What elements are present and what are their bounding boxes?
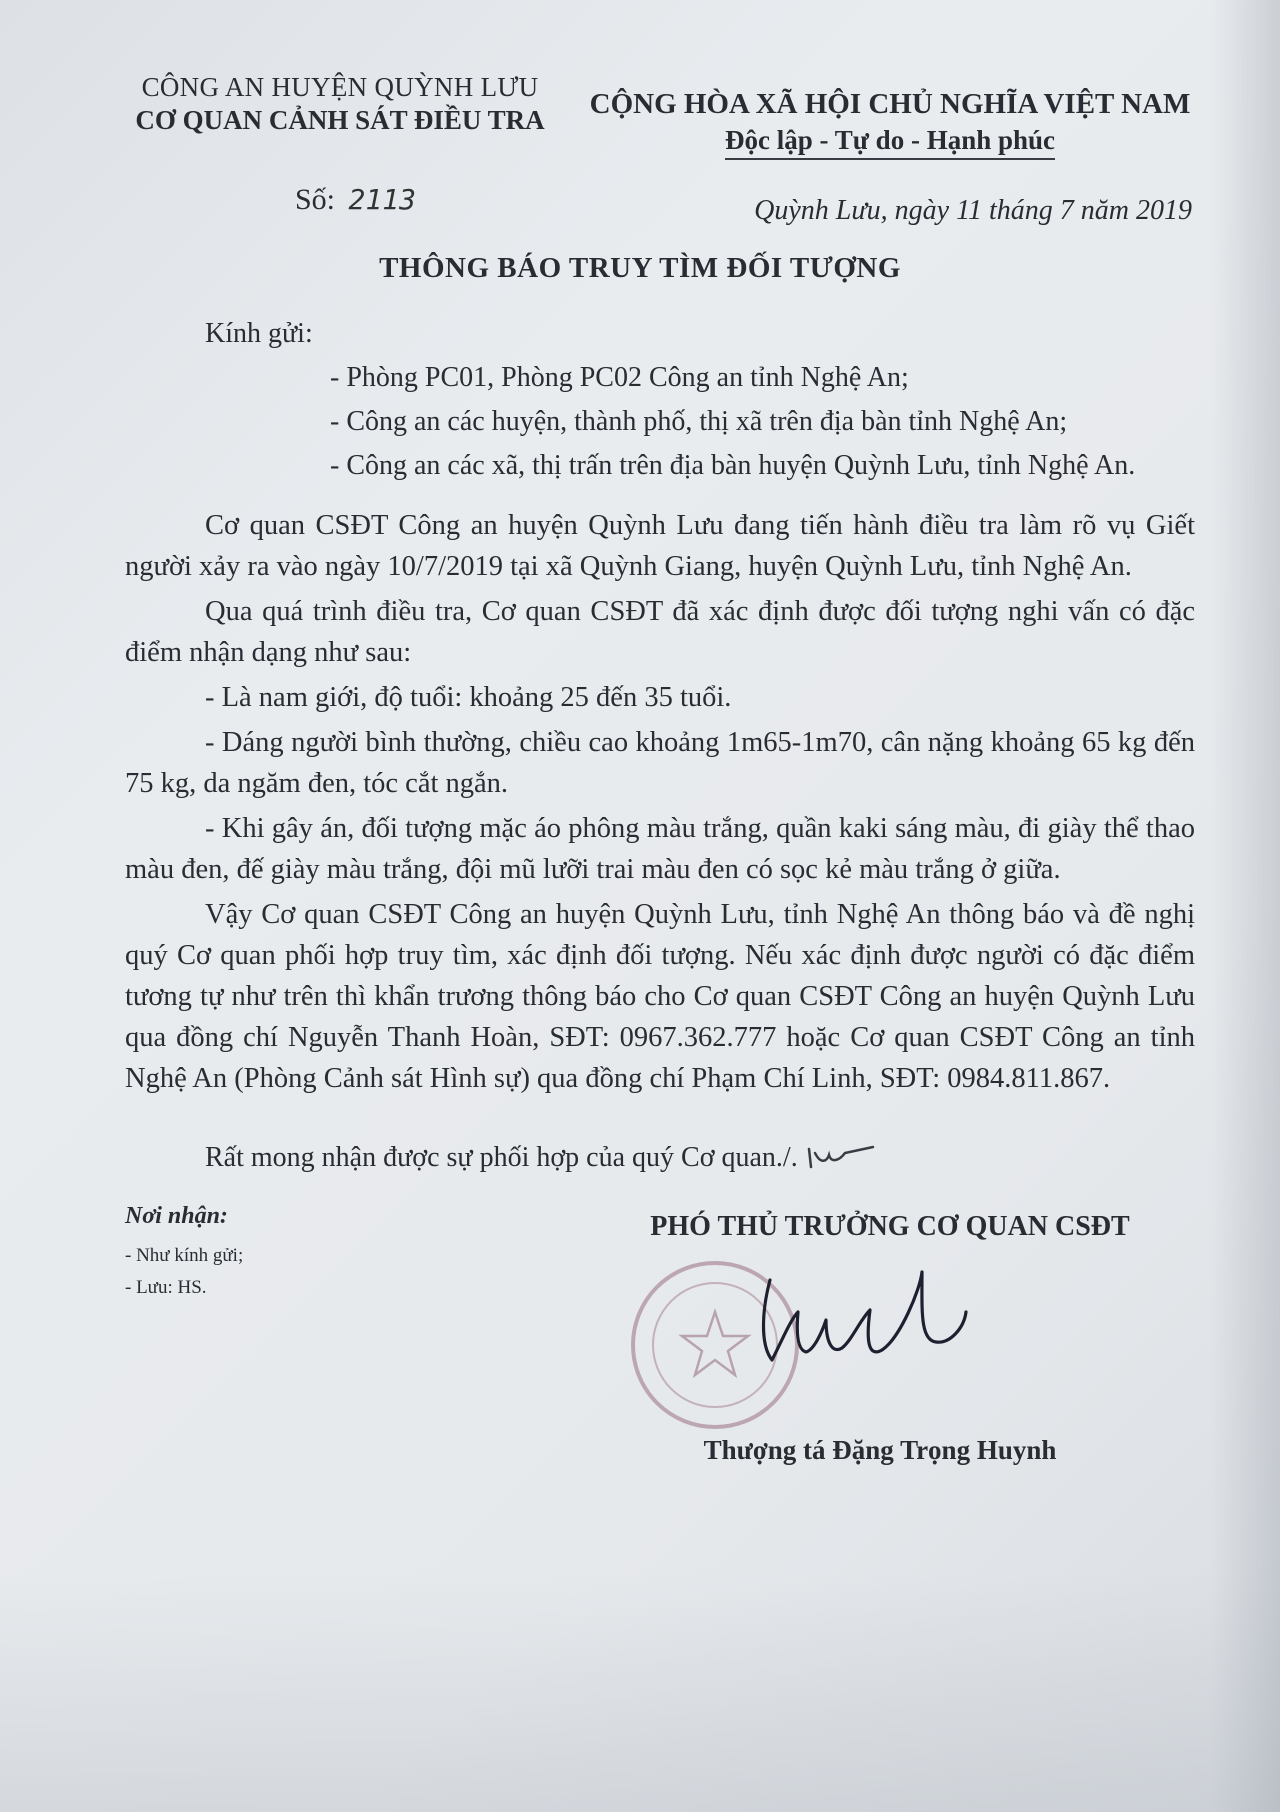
body-paragraph: Qua quá trình điều tra, Cơ quan CSĐT đã xác định được đối tượng nghi vấn có đặc điểm nhận dạng như sau: xyxy=(125,596,1195,668)
closing-line xyxy=(205,1142,875,1175)
initial-mark xyxy=(805,1145,875,1175)
signature-title: PHÓ THỦ TRƯỞNG CƠ QUAN CSĐT xyxy=(650,1211,1130,1242)
body-paragraph: Cơ quan CSĐT Công an huyện Quỳnh Lưu đang tiến hành điều tra làm rõ vụ Giết người xảy ra vào ngày 10/7/2019 tại xã Quỳnh Giang, huyện Quỳnh Lưu, tỉnh Nghệ An. xyxy=(125,510,1195,582)
body-paragraph: - Là nam giới, độ tuổi: khoảng 25 đến 35 tuổi. xyxy=(205,682,732,713)
page-shadow xyxy=(0,1572,1280,1812)
signer-name: Thượng tá Đặng Trọng Huynh xyxy=(703,1435,1057,1465)
document-body xyxy=(125,505,1195,1103)
recipients-footer-item: - Lưu: HS. xyxy=(125,1277,207,1298)
nation-motto: Độc lập - Tự do - Hạnh phúc xyxy=(725,125,1055,160)
document-number xyxy=(295,183,416,217)
nation-header xyxy=(560,88,1220,160)
agency-line-2: CƠ QUAN CẢNH SÁT ĐIỀU TRA xyxy=(135,105,545,135)
recipient-line: - Công an các xã, thị trấn trên địa bàn huyện Quỳnh Lưu, tỉnh Nghệ An. xyxy=(330,450,1136,481)
nation-line-1: CỘNG HÒA XÃ HỘI CHỦ NGHĨA VIỆT NAM xyxy=(589,88,1191,120)
document-title: THÔNG BÁO TRUY TÌM ĐỐI TƯỢNG xyxy=(379,252,901,284)
document-number-value: 2113 xyxy=(348,183,416,216)
official-stamp-and-signature xyxy=(620,1250,1000,1445)
body-paragraph: Vậy Cơ quan CSĐT Công an huyện Quỳnh Lưu, tỉnh Nghệ An thông báo và đề nghị quý Cơ quan phối hợp truy tìm, xác định đối tượng. Nếu xác định được người có đặc điểm tương tự như trên thì khẩn trương thông báo cho Cơ quan CSĐT Công an huyện Quỳnh Lưu qua đồng chí Nguyễn Thanh Hoàn, SĐT: 0967.362.777 hoặc Cơ quan CSĐT Công an tỉnh Nghệ An (Phòng Cảnh sát Hình sự) qua đồng chí Phạm Chí Linh, SĐT: 0984.811.867. xyxy=(125,899,1195,1094)
body-paragraph: - Dáng người bình thường, chiều cao khoảng 1m65-1m70, cân nặng khoảng 65 kg đến 75 kg, da ngăm đen, tóc cắt ngắn. xyxy=(125,727,1195,799)
document-date: Quỳnh Lưu, ngày 11 tháng 7 năm 2019 xyxy=(754,195,1192,226)
agency-line-1: CÔNG AN HUYỆN QUỲNH LƯU xyxy=(141,72,539,102)
closing-text: Rất mong nhận được sự phối hợp của quý Cơ quan./. xyxy=(205,1142,798,1173)
agency-header xyxy=(100,72,580,136)
recipients-footer-item: - Như kính gửi; xyxy=(125,1245,244,1266)
recipient-line: - Phòng PC01, Phòng PC02 Công an tỉnh Nghệ An; xyxy=(330,362,909,393)
salutation: Kính gửi: xyxy=(205,318,313,349)
official-seal xyxy=(620,1250,1000,1440)
body-paragraph: - Khi gây án, đối tượng mặc áo phông màu trắng, quần kaki sáng màu, đi giày thể thao màu đen, đế giày màu trắng, đội mũ lưỡi trai màu đen có sọc kẻ màu trắng ở giữa. xyxy=(125,813,1195,885)
page-shadow xyxy=(1210,0,1280,1812)
recipients-footer-label: Nơi nhận: xyxy=(125,1203,228,1229)
recipient-line: - Công an các huyện, thành phố, thị xã trên địa bàn tỉnh Nghệ An; xyxy=(330,406,1068,437)
document-number-label: Số: xyxy=(295,183,336,216)
